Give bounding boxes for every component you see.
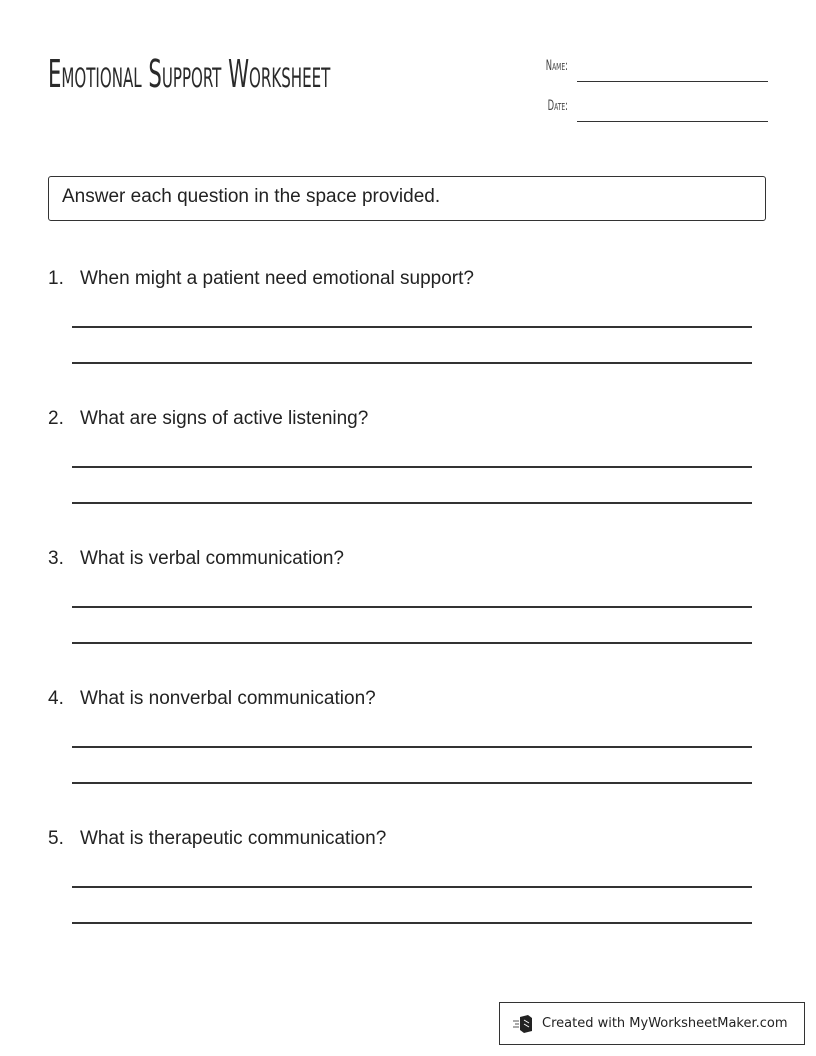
- question-text: When might a patient need emotional support?: [80, 268, 474, 289]
- answer-line[interactable]: [72, 886, 752, 888]
- answer-line[interactable]: [72, 922, 752, 924]
- question-4: [48, 688, 768, 710]
- question-number: 1.: [48, 268, 64, 289]
- footer-credit[interactable]: [499, 1002, 805, 1045]
- name-input-line[interactable]: [577, 81, 768, 82]
- question-text: What is verbal communication?: [80, 548, 344, 569]
- question-text: What is nonverbal communication?: [80, 688, 376, 709]
- question-5: [48, 828, 768, 850]
- question-1: [48, 268, 768, 290]
- date-input-line[interactable]: [577, 121, 768, 122]
- answer-line[interactable]: [72, 782, 752, 784]
- footer-text: Created with MyWorksheetMaker.com: [542, 1016, 788, 1031]
- answer-line[interactable]: [72, 606, 752, 608]
- answer-line[interactable]: [72, 642, 752, 644]
- instructions-box: Answer each question in the space provided.: [48, 176, 766, 221]
- name-field[interactable]: [520, 52, 768, 82]
- worksheet-title: Emotional Support Worksheet: [48, 52, 331, 96]
- answer-line[interactable]: [72, 326, 752, 328]
- answer-line[interactable]: [72, 362, 752, 364]
- question-number: 2.: [48, 408, 64, 429]
- question-number: 5.: [48, 828, 64, 849]
- date-field[interactable]: [520, 92, 768, 122]
- name-label: Name:: [545, 58, 568, 74]
- worksheet-maker-logo-icon: [512, 1014, 534, 1034]
- question-text: What is therapeutic communication?: [80, 828, 387, 849]
- question-text: What are signs of active listening?: [80, 408, 369, 429]
- question-number: 3.: [48, 548, 64, 569]
- answer-line[interactable]: [72, 466, 752, 468]
- question-number: 4.: [48, 688, 64, 709]
- answer-line[interactable]: [72, 746, 752, 748]
- answer-line[interactable]: [72, 502, 752, 504]
- date-label: Date:: [547, 98, 568, 114]
- question-2: [48, 408, 768, 430]
- question-3: [48, 548, 768, 570]
